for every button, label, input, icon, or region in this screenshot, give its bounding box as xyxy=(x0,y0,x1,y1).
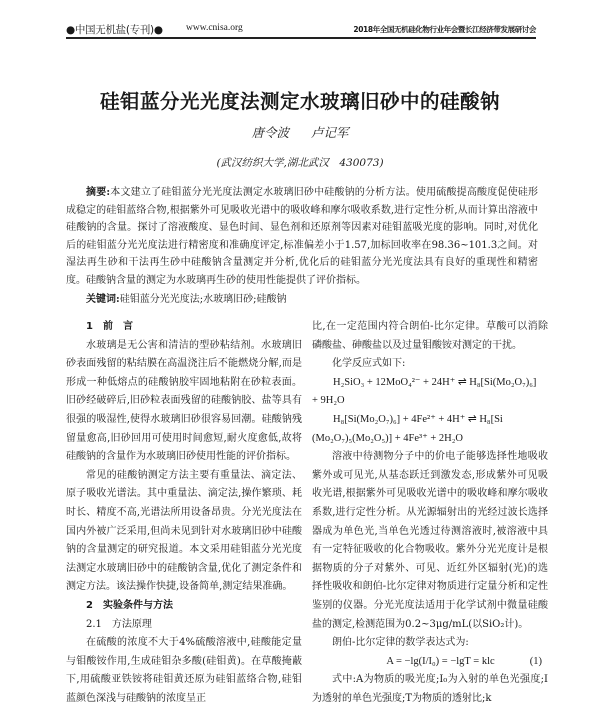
abstract-label: 摘要: xyxy=(86,187,111,198)
keywords-label: 关键词: xyxy=(86,294,120,305)
paragraph: 朗伯-比尔定律的数学表达式为: xyxy=(332,637,469,649)
keywords xyxy=(66,290,538,305)
section-heading: 1 前 言 xyxy=(86,321,133,332)
abstract xyxy=(66,184,538,289)
journal-name: ●中国无机盐(专刊)● xyxy=(66,24,163,36)
equation-beer-lambert xyxy=(312,653,548,672)
author-name: 唐令波 xyxy=(251,125,289,140)
equation: H₈[Si(Mo₂O₇)₆] + 4Fe²⁺ + 4H⁺ ⇌ H₈[Si xyxy=(333,413,503,425)
author-name: 卢记军 xyxy=(310,125,349,140)
keywords-text: 硅钼蓝分光光度法;水玻璃旧砂;硅酸钠 xyxy=(119,294,287,305)
paragraph: 常见的硅酸钠测定方法主要有重量法、滴定法、原子吸收光谱法。其中重量法、滴定法,操作繁琐、耗时长、精度不高,光谱法所用设备昂贵。分光光度法在国内外被广泛采用,但尚未见到针对水玻璃旧砂中硅酸钠的含量测定的研究报道。本文采用硅钼蓝分光光度法测定水玻璃旧砂中的硅酸钠含量,优化了测定条件和测定方法。该法操作快捷,设备简单,测定结果准确。 xyxy=(66,469,302,593)
equation-number: (1) xyxy=(529,655,542,667)
equation-body: A = −lg(I/I₀) = −lgT = klc xyxy=(386,655,495,667)
paper-title: 硅钼蓝分光光度法测定水玻璃旧砂中的硅酸钠 xyxy=(99,90,500,113)
equation: + 9H₂O xyxy=(312,395,345,407)
section-heading: 2 实验条件与方法 xyxy=(86,599,173,611)
abstract-text: 本文建立了硅钼蓝分光光度法测定水玻璃旧砂中硅酸钠的分析方法。使用硫酸提高酸度促使硅形成稳定的硅钼蓝络合物,根据紫外可见吸收光谱中的吸收峰和摩尔吸收系数,进行定性分析,从而计算出溶液中硅酸钠的含量。探讨了溶液酸度、显色时间、显色剂和还原剂等因素对硅钼蓝吸光度的影响。同时,对优化后的硅钼蓝分光光度法进行精密度和准确度评定,标准偏差小于1.57,加标回收率在98.36~101.3之间。对湿法再生砂和干法再生砂中硅酸钠含量测定并分析,优化后的硅钼蓝分光光度法具有良好的重现性和精密度。硅酸钠含量的测定为水玻璃再生砂的使用性能提供了评价指标。 xyxy=(66,187,538,286)
paragraph: 溶液中待测物分子中的价电子能够选择性地吸收紫外或可见光,从基态跃迁到激发态,形成紫外可见吸收光谱,根据紫外可见吸收光谱中的吸收峰和摩尔吸收系数,进行定性分析。从光源辐射出的光经过波长选择器成为单色光,当单色光透过待测溶液时,被溶液中具有一定特征吸收的化合物吸收。紫外分光光度计是根据物质的分子对紫外、可见、近红外区辐射(光)的选择性吸收和朗伯-比尔定律对物质进行定量分析和定性鉴别的仪器。分光光度法适用于化学试剂中微量硅酸盐的测定,检测范围为0.2~3μg/mL(以SiO₂计)。 xyxy=(312,451,548,630)
running-header xyxy=(66,20,536,36)
conference-name: 2018年全国无机硅化物行业年会暨长江经济带发展研讨会 xyxy=(353,25,536,34)
equation: H₂SiO₃ + 12MoO₄²⁻ + 24H⁺ ⇌ H₈[Si(Mo₂O₇)₆] xyxy=(333,376,537,388)
journal-url: www.cnisa.org xyxy=(186,23,243,33)
authors xyxy=(0,123,600,141)
paragraph: 在硫酸的浓度不大于4%硫酸溶液中,硅酸能定量与钼酸铵作用,生成硅钼杂多酸(硅钼黄)。在草酸掩蔽下,用硫酸亚铁铵将硅钼黄还原为硅钼蓝络合物,硅钼蓝颜色深浅与硅酸钠的浓度呈正 xyxy=(66,637,302,704)
paragraph: 比,在一定范围内符合朗伯-比尔定律。草酸可以消除磷酸盐、砷酸盐以及过量钼酸铵对测定的干扰。 xyxy=(312,321,548,351)
header-rule xyxy=(66,37,536,39)
paragraph: 化学反应式如下: xyxy=(332,358,406,370)
paragraph: 式中:A为物质的吸光度;I₀为入射的单色光强度;I为透射的单色光强度;T为物质的透射比;k xyxy=(312,674,548,704)
right-column xyxy=(312,318,548,708)
left-column xyxy=(66,318,302,708)
equation: (Mo₂O₇)₅(Mo₂O₅)] + 4Fe³⁺ + 2H₂O xyxy=(312,432,463,444)
paragraph: 水玻璃是无公害和清洁的型砂粘结剂。水玻璃旧砂表面残留的粘结膜在高温浇注后不能燃烧分解,而是形成一种低熔点的硅酸钠胶牢固地粘附在砂粒表面。旧砂经破碎后,旧砂粒表面残留的硅酸钠胶、盐等具有很强的吸湿性,使得水玻璃旧砂很容易回潮。硅酸钠残留量愈高,旧砂回用可使用时间愈短,耐火度愈低,故将硅酸钠的含量作为水玻璃旧砂使用性能的评价指标。 xyxy=(66,339,302,463)
subsection-heading: 2.1 方法原理 xyxy=(86,618,152,630)
affiliation: (武汉纺织大学,湖北武汉 430073) xyxy=(216,157,384,169)
